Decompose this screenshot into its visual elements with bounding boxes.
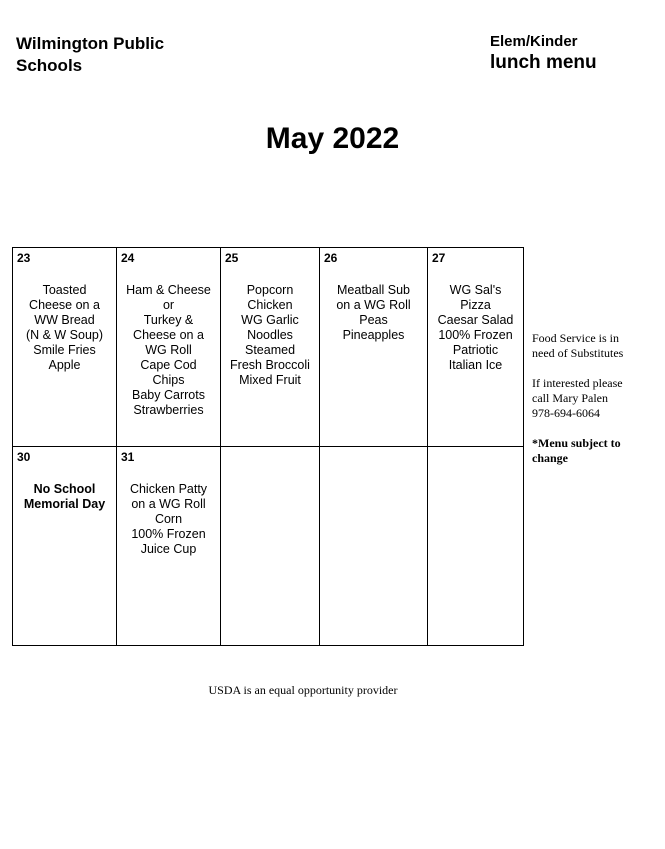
calendar-day-cell [13,447,117,646]
menu-type-line2: lunch menu [490,52,597,73]
contact-line: call Mary Palen [532,391,608,405]
menu-item: Ham & Cheese [126,283,211,297]
menu-item: WW Bread [34,313,95,327]
menu-item: Cheese on a [29,298,100,312]
day-number [221,447,319,453]
menu-item: Cape Cod [140,358,197,372]
day-number: 31 [121,450,135,464]
menu-type [490,33,597,75]
day-number: 30 [17,450,31,464]
day-number: 24 [121,251,135,265]
menu-item: 100% Frozen [438,328,513,342]
menu-item: No School [33,482,96,496]
contact-line: If interested please [532,376,623,390]
menu-items [320,283,427,343]
district-name [16,33,164,77]
menu-item: on a WG Roll [131,497,206,511]
calendar-day-cell [221,248,320,447]
menu-items [117,283,220,418]
sidebar-notes [532,331,660,481]
calendar-week [13,447,524,646]
substitutes-line: need of Substitutes [532,346,624,360]
menu-item: WG Sal's [449,283,502,297]
calendar-grid [12,247,524,646]
menu-item: Pineapples [342,328,405,342]
contact-line: 978-694-6064 [532,406,600,420]
menu-type-line1: Elem/Kinder [490,33,578,50]
district-name-line2: Schools [16,56,83,75]
menu-item: or [162,298,175,312]
calendar-day-cell [428,447,524,646]
menu-item: Apple [48,358,81,372]
menu-item: Toasted [42,283,87,297]
menu-item: Italian Ice [448,358,503,372]
menu-item: Popcorn [246,283,294,297]
menu-item: (N & W Soup) [25,328,104,342]
note-line: *Menu subject to [532,436,621,450]
calendar-day-cell [13,248,117,447]
calendar-day-cell [117,447,221,646]
menu-item: Meatball Sub [337,283,410,297]
calendar-day-cell [320,447,428,646]
menu-item: Strawberries [133,403,204,417]
menu-item: Noodles [247,328,293,342]
menu-item: Chicken [247,298,293,312]
menu-change-note [532,436,660,466]
menu-item: Steamed [244,343,296,357]
note-line: change [532,451,568,465]
menu-item: Mixed Fruit [239,373,301,387]
menu-items [221,283,319,388]
menu-item: Turkey & [143,313,194,327]
day-number: 25 [225,251,239,265]
calendar-week [13,248,524,447]
menu-item: Peas [359,313,388,327]
calendar-day-cell [320,248,428,447]
menu-item: on a WG Roll [336,298,411,312]
menu-item: Chips [152,373,185,387]
menu-item: WG Garlic [241,313,299,327]
menu-items [13,283,116,373]
day-number: 26 [324,251,338,265]
menu-item: Cheese on a [133,328,204,342]
menu-item: Memorial Day [23,497,106,511]
footer-statement: USDA is an equal opportunity provider [208,683,398,697]
menu-item: Pizza [460,298,491,312]
menu-item: Juice Cup [140,542,197,556]
day-number: 23 [17,251,31,265]
menu-item: 100% Frozen [131,527,206,541]
contact-info [532,376,660,421]
calendar-day-cell [117,248,221,447]
menu-item: WG Roll [145,343,192,357]
substitutes-notice [532,331,660,361]
page-title: May 2022 [265,122,400,155]
calendar-day-cell [221,447,320,646]
day-number [320,447,427,453]
menu-item: Smile Fries [33,343,96,357]
menu-items [117,482,220,557]
menu-item: Corn [154,512,183,526]
menu-item: Baby Carrots [132,388,205,402]
menu-item: Chicken Patty [129,482,208,496]
menu-item: Patriotic [452,343,499,357]
menu-item: Caesar Salad [437,313,514,327]
menu-items [428,283,523,373]
substitutes-line: Food Service is in [532,331,619,345]
day-number: 27 [432,251,446,265]
calendar-day-cell [428,248,524,447]
district-name-line1: Wilmington Public [16,34,165,53]
menu-items [13,482,116,512]
menu-item: Fresh Broccoli [230,358,310,372]
day-number [428,447,523,453]
